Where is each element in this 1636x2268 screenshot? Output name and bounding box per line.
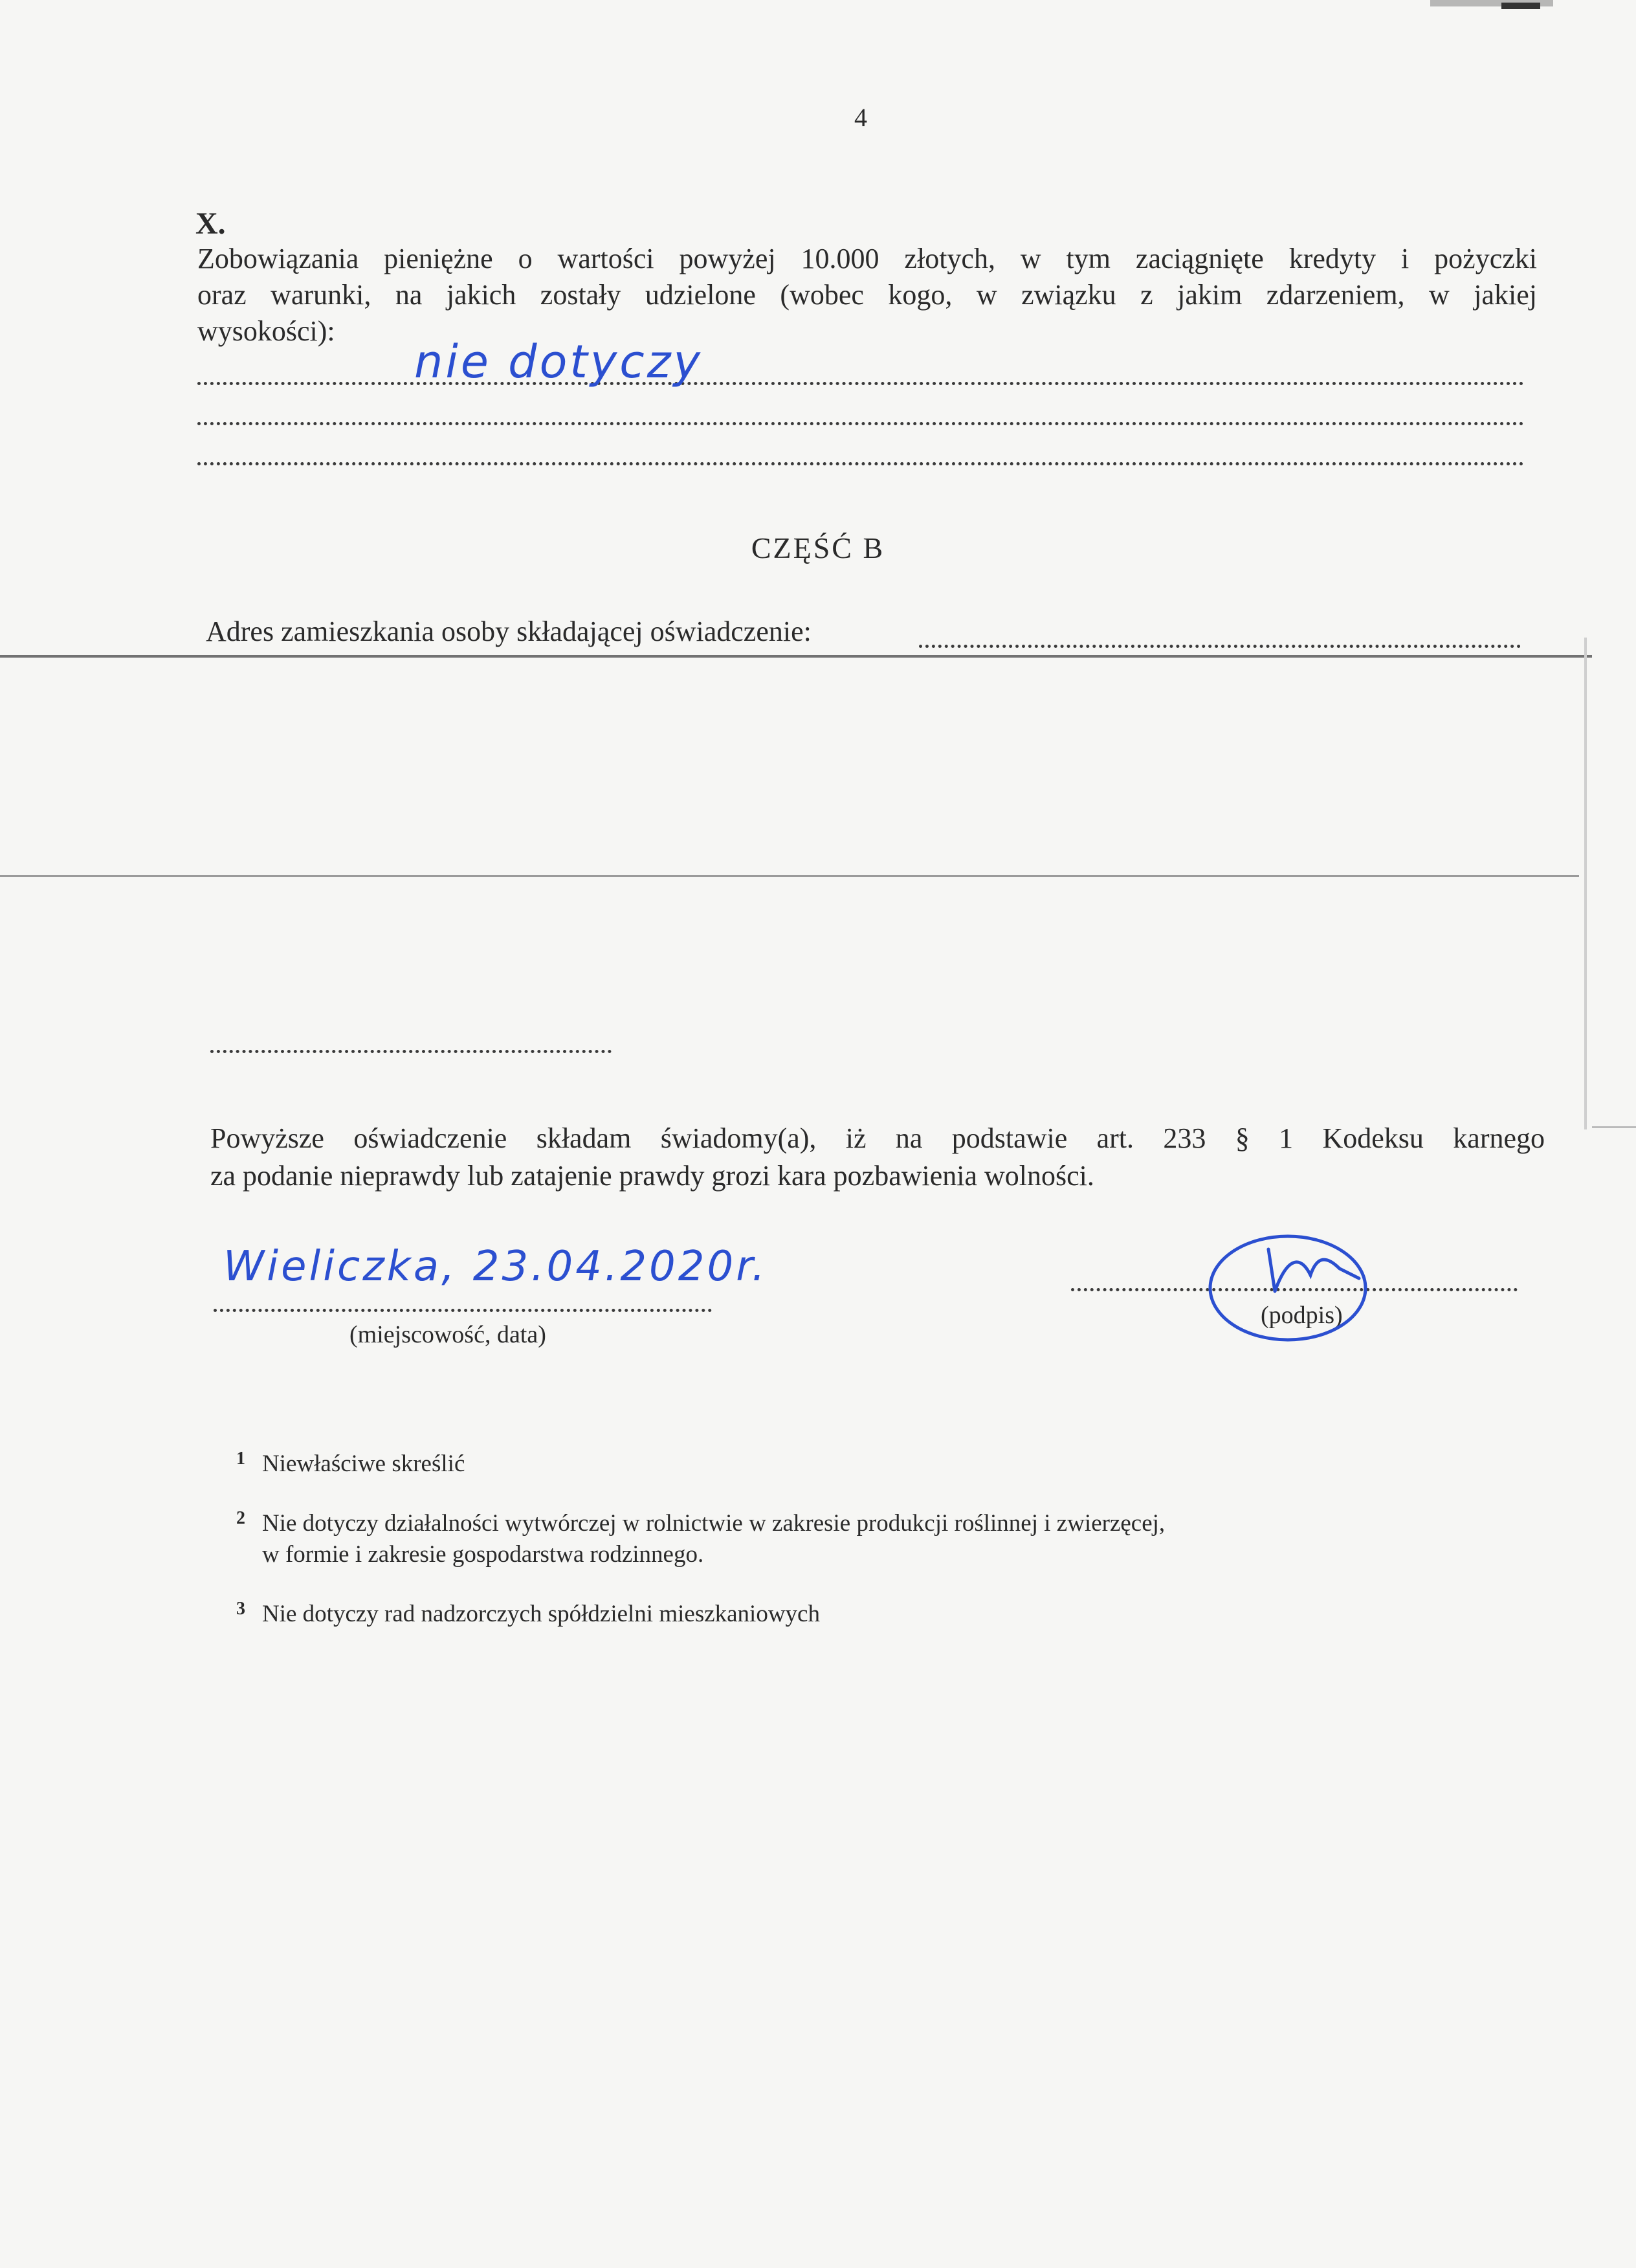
footnote-2-text-continued: w formie i zakresie gospodarstwa rodzinnego. (262, 1541, 704, 1568)
answer-line-1 (197, 382, 1524, 385)
address-label: Adres zamieszkania osoby składającej oświadczenie: (206, 616, 812, 647)
answer-line-2 (197, 422, 1524, 425)
footnote-2-number: 2 (236, 1508, 245, 1528)
footnote-3-number: 3 (236, 1599, 245, 1619)
scan-mark-top-right-2 (1501, 3, 1540, 9)
section-x-line-1: Zobowiązania pieniężne o wartości powyżej 10.000 złotych, w tym zaciągnięte kredyty i pożyczki (197, 243, 1537, 274)
footnote-1-number: 1 (236, 1449, 245, 1469)
section-number: X. (195, 206, 226, 241)
footnote-1-text: Niewłaściwe skreślić (262, 1451, 465, 1477)
footnote-3-text: Nie dotyczy rad nadzorczych spółdzielni mieszkaniowych (262, 1601, 820, 1627)
signature-scribble (1191, 1230, 1385, 1359)
handwritten-place-date: Wieliczka, 23.04.2020r. (223, 1243, 768, 1291)
declaration-line-2: za podanie nieprawdy lub zatajenie prawdy grozi kara pozbawienia wolności. (210, 1160, 1094, 1192)
footnote-2-text: Nie dotyczy działalności wytwórczej w rolnictwie w zakresie produkcji roślinnej i zwierzęcej, (262, 1510, 1166, 1537)
part-b-heading: CZĘŚĆ B (751, 531, 885, 564)
section-x-line-2: oraz warunki, na jakich zostały udzielone (wobec kogo, w związku z jakim zdarzeniem, w jakiej (197, 279, 1537, 311)
address-continuation-line (210, 1050, 612, 1053)
declaration-text (210, 1120, 1545, 1195)
handwritten-answer: nie dotyczy (414, 335, 703, 388)
fold-line-top (0, 655, 1592, 658)
page-number: 4 (854, 103, 867, 132)
fold-edge-right (1584, 638, 1587, 1129)
signature-label: (podpis) (1261, 1302, 1343, 1329)
fold-edge-notch (1592, 1126, 1636, 1128)
place-date-line (214, 1309, 712, 1312)
section-x-text (197, 241, 1537, 350)
place-date-label: (miejscowość, data) (349, 1321, 546, 1348)
fold-line-middle (0, 875, 1579, 877)
declaration-line-1: Powyższe oświadczenie składam świadomy(a), iż na podstawie art. 233 § 1 Kodeksu karnego (210, 1122, 1545, 1154)
address-dotted-line (919, 645, 1521, 648)
section-x-line-3: wysokości): (197, 315, 335, 347)
answer-line-3 (197, 462, 1524, 465)
